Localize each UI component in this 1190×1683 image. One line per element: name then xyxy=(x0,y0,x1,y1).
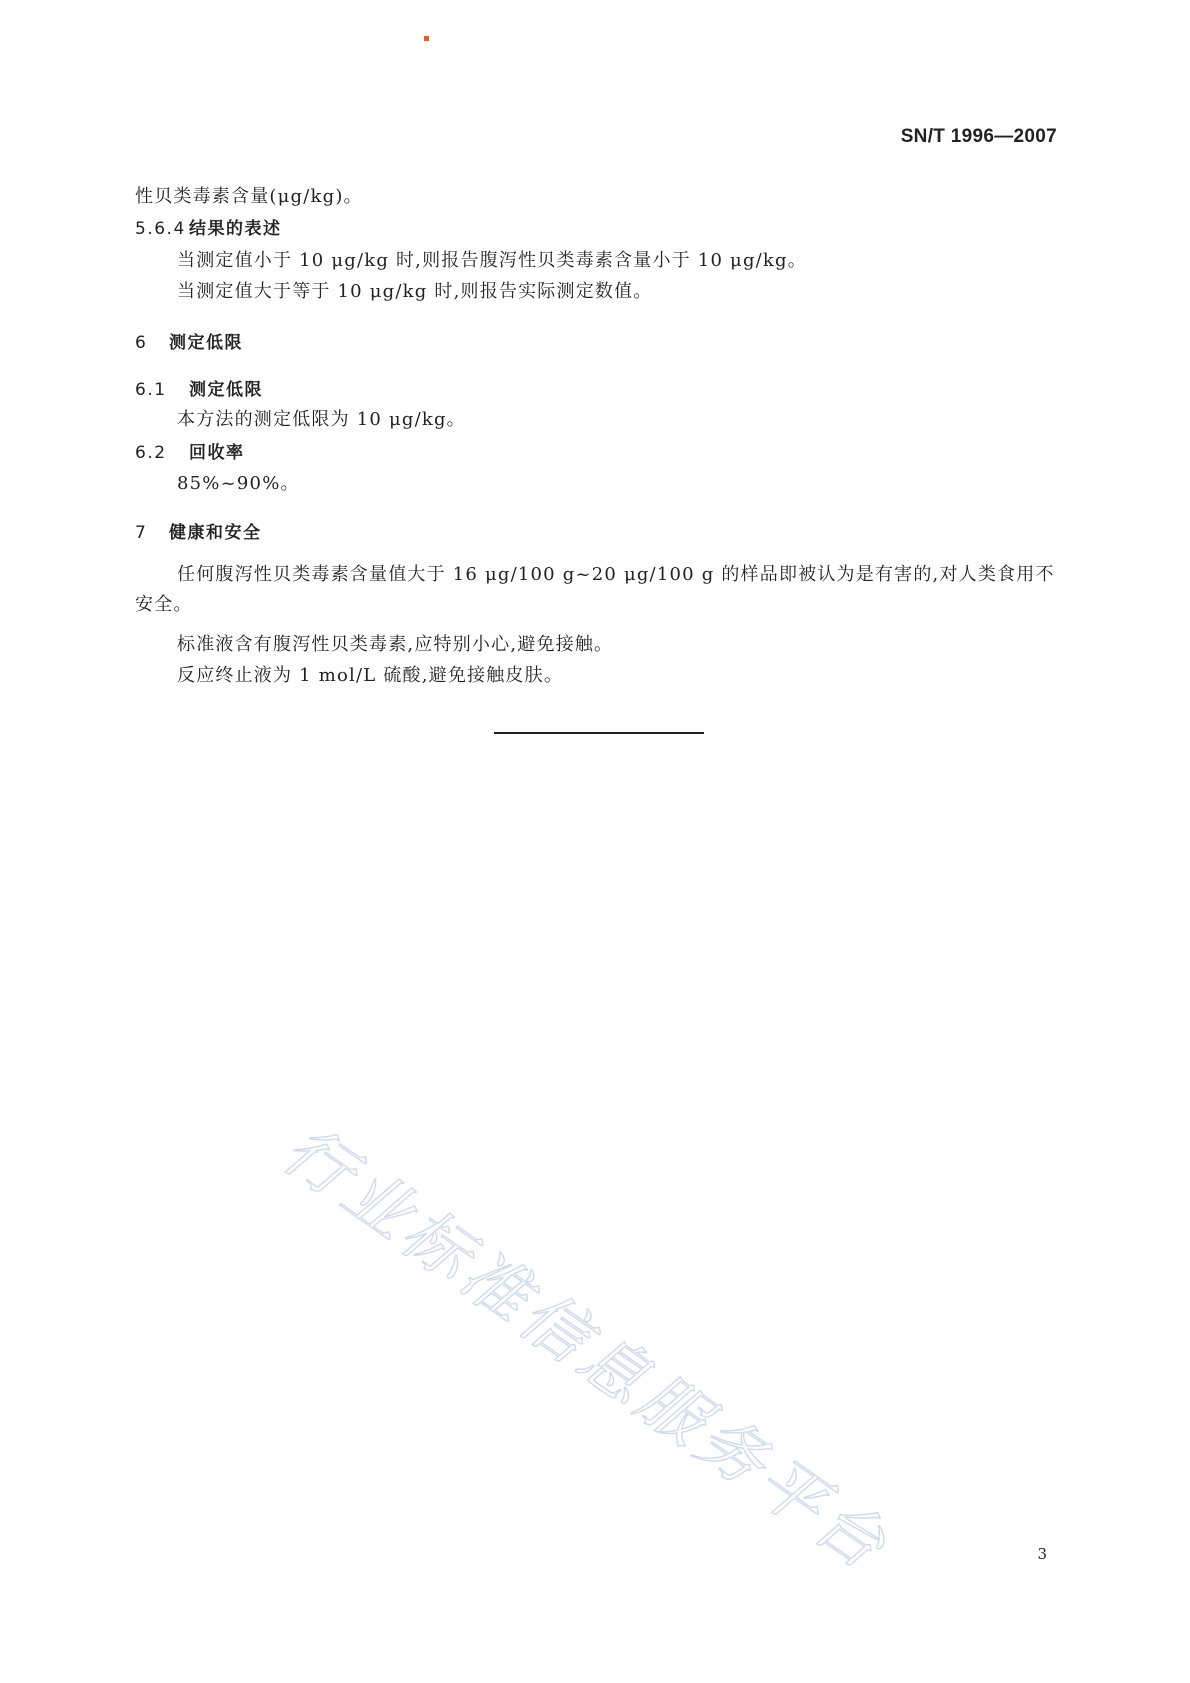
section-6-heading xyxy=(135,328,243,353)
section-number: 6 xyxy=(135,333,148,353)
continuation-line: 性贝类毒素含量(μg/kg)。 xyxy=(135,186,363,207)
section-title: 结果的表述 xyxy=(189,219,282,239)
section-number: 5.6.4 xyxy=(135,219,186,239)
section-number: 7 xyxy=(135,523,148,543)
result-line-2: 当测定值大于等于 10 μg/kg 时,则报告实际测定数值。 xyxy=(177,281,653,302)
safety-paragraph-1: 任何腹泻性贝类毒素含量值大于 16 μg/100 g~20 μg/100 g 的样品即被认为是有害的,对人类食用不安全。 xyxy=(135,564,1055,615)
section-number: 6.1 xyxy=(135,380,167,400)
safety-paragraph-2: 标准液含有腹泻性贝类毒素,应特别小心,避免接触。 xyxy=(177,634,614,655)
section-title: 回收率 xyxy=(189,443,245,463)
section-number: 6.2 xyxy=(135,443,167,463)
section-6-2-heading xyxy=(135,438,245,463)
safety-paragraph-3: 反应终止液为 1 mol/L 硫酸,避免接触皮肤。 xyxy=(177,665,564,686)
detection-limit-text: 本方法的测定低限为 10 μg/kg。 xyxy=(177,409,466,430)
section-title: 健康和安全 xyxy=(169,523,262,543)
orange-mark xyxy=(424,36,429,41)
end-rule xyxy=(494,732,704,734)
page-number: 3 xyxy=(1037,1545,1047,1563)
standard-number: SN/T 1996—2007 xyxy=(900,126,1057,147)
recovery-rate-text: 85%~90%。 xyxy=(177,473,300,494)
section-7-heading xyxy=(135,518,262,543)
watermark: 行业标准信息服务平台 xyxy=(269,1110,904,1587)
section-title: 测定低限 xyxy=(189,380,263,400)
section-5-6-4-heading xyxy=(135,214,282,239)
section-title: 测定低限 xyxy=(169,333,243,353)
result-line-1: 当测定值小于 10 μg/kg 时,则报告腹泻性贝类毒素含量小于 10 μg/kg。 xyxy=(177,250,807,271)
section-6-1-heading xyxy=(135,375,263,400)
